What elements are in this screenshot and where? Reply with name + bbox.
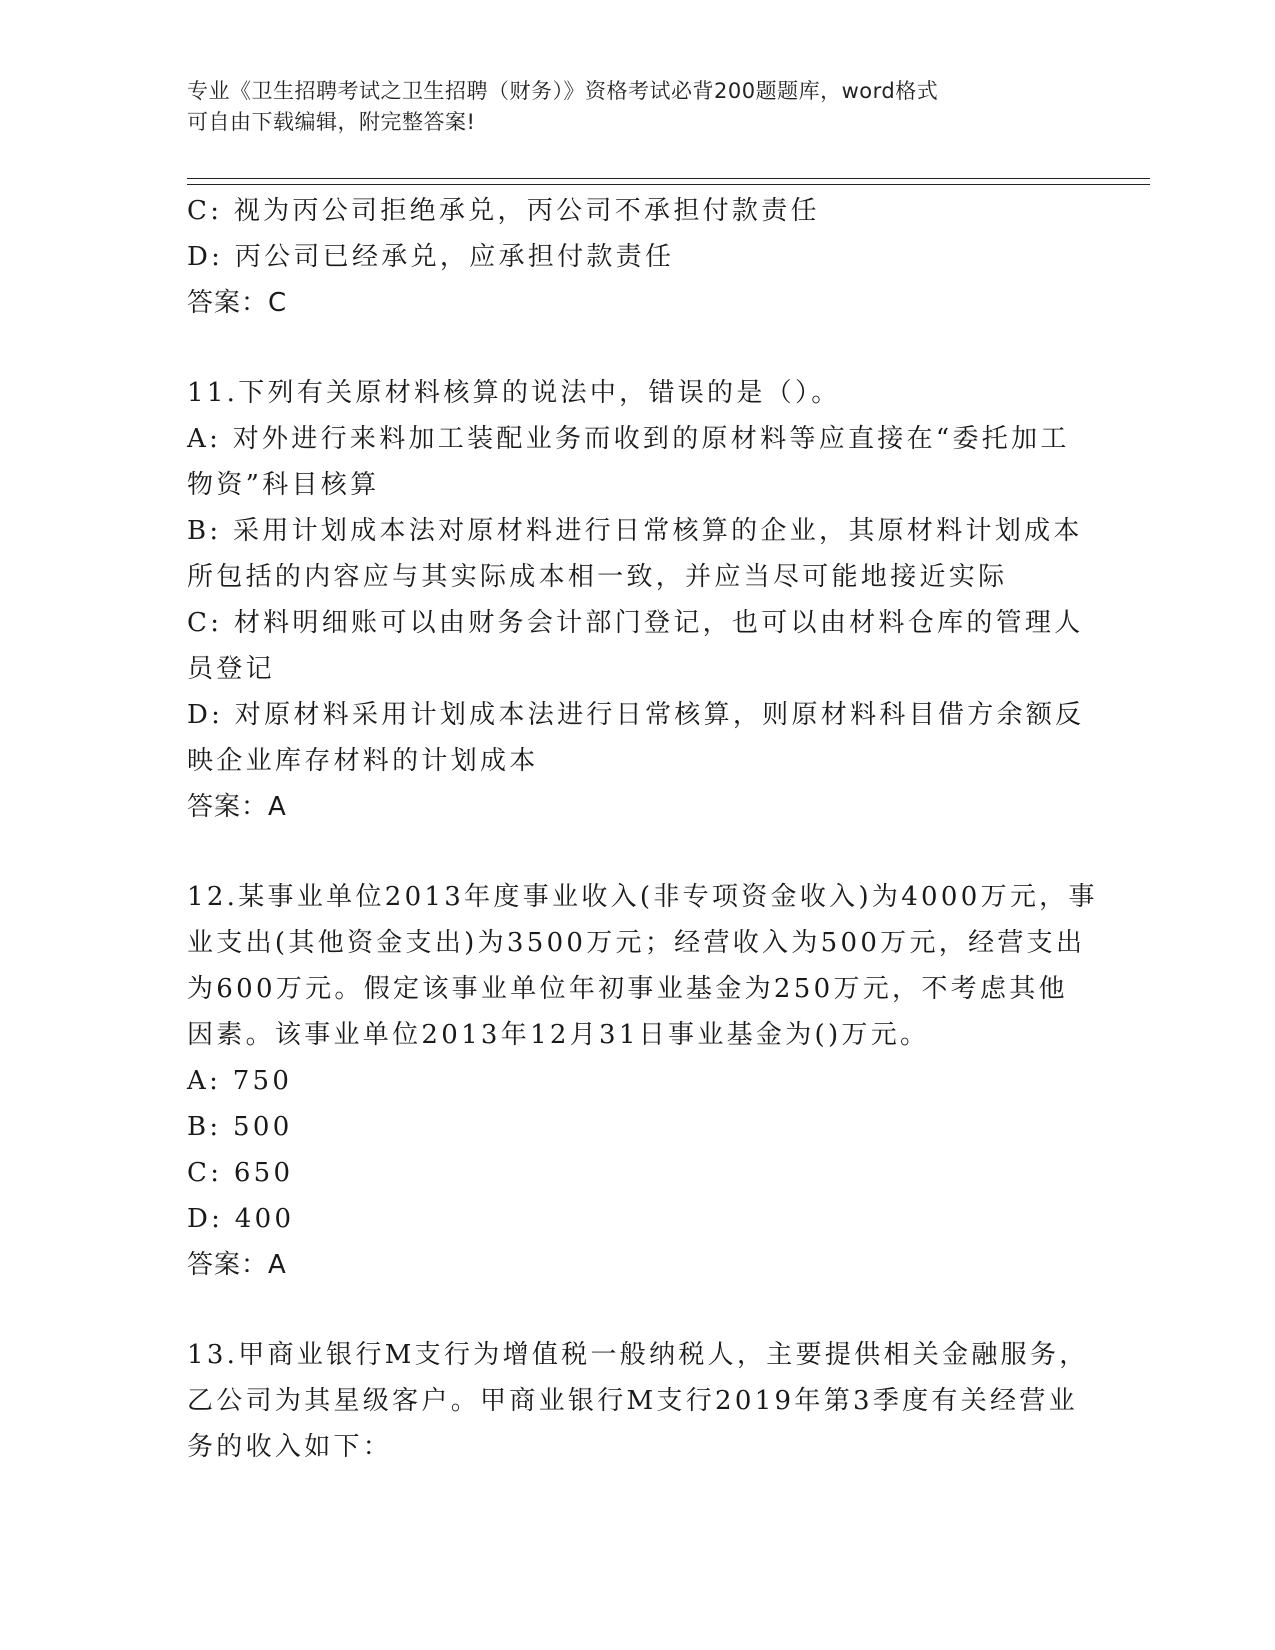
question-stem-line-3: 为600万元。假定该事业单位年初事业基金为250万元，不考虑其他	[187, 974, 1068, 1004]
question-stem: 11.下列有关原材料核算的说法中，错误的是（）。	[187, 378, 841, 408]
option-d-line-2: 映企业库存材料的计划成本	[187, 746, 539, 776]
answer: 答案：C	[187, 288, 288, 318]
header-divider-top	[187, 178, 1150, 179]
question-10-continued	[187, 188, 1087, 326]
option-a: A: 750	[187, 1066, 293, 1096]
option-b-line-1: B: 采用计划成本法对原材料进行日常核算的企业，其原材料计划成本	[187, 516, 1083, 546]
question-12	[187, 874, 1098, 1288]
question-stem-line-2: 业支出(其他资金支出)为3500万元；经营收入为500万元，经营支出	[187, 928, 1086, 958]
option-d: D: 丙公司已经承兑，应承担付款责任	[187, 242, 675, 272]
header-line-2: 可自由下载编辑，附完整答案!	[187, 110, 476, 134]
document-header	[187, 76, 1067, 138]
option-c: C: 视为丙公司拒绝承兑，丙公司不承担付款责任	[187, 196, 820, 226]
option-d-line-1: D: 对原材料采用计划成本法进行日常核算，则原材料科目借方余额反	[187, 700, 1085, 730]
answer: 答案：A	[187, 1250, 287, 1280]
option-b-line-2: 所包括的内容应与其实际成本相一致，并应当尽可能地接近实际	[187, 562, 1008, 592]
option-d: D: 400	[187, 1204, 295, 1234]
question-stem-line-3: 务的收入如下：	[187, 1432, 393, 1462]
question-11	[187, 370, 1087, 830]
header-line-1: 专业《卫生招聘考试之卫生招聘（财务）》资格考试必背200题题库，word格式	[187, 79, 939, 103]
header-divider-bottom	[187, 184, 1150, 185]
answer: 答案：A	[187, 792, 287, 822]
question-13	[187, 1332, 1087, 1470]
question-stem-line-1: 13.甲商业银行M支行为增值税一般纳税人，主要提供相关金融服务，	[187, 1340, 1089, 1370]
option-c-line-1: C: 材料明细账可以由财务会计部门登记，也可以由材料仓库的管理人	[187, 608, 1084, 638]
question-stem-line-1: 12.某事业单位2013年度事业收入(非专项资金收入)为4000万元，事	[187, 882, 1098, 912]
question-stem-line-2: 乙公司为其星级客户。甲商业银行M支行2019年第3季度有关经营业	[187, 1386, 1078, 1416]
question-stem-line-4: 因素。该事业单位2013年12月31日事业基金为()万元。	[187, 1020, 930, 1050]
option-a-line-2: 物资”科目核算	[187, 470, 380, 500]
option-b: B: 500	[187, 1112, 293, 1142]
option-c: C: 650	[187, 1158, 294, 1188]
option-c-line-2: 员登记	[187, 654, 275, 684]
option-a-line-1: A: 对外进行来料加工装配业务而收到的原材料等应直接在“委托加工	[187, 424, 1070, 454]
document-body	[187, 188, 1098, 1470]
